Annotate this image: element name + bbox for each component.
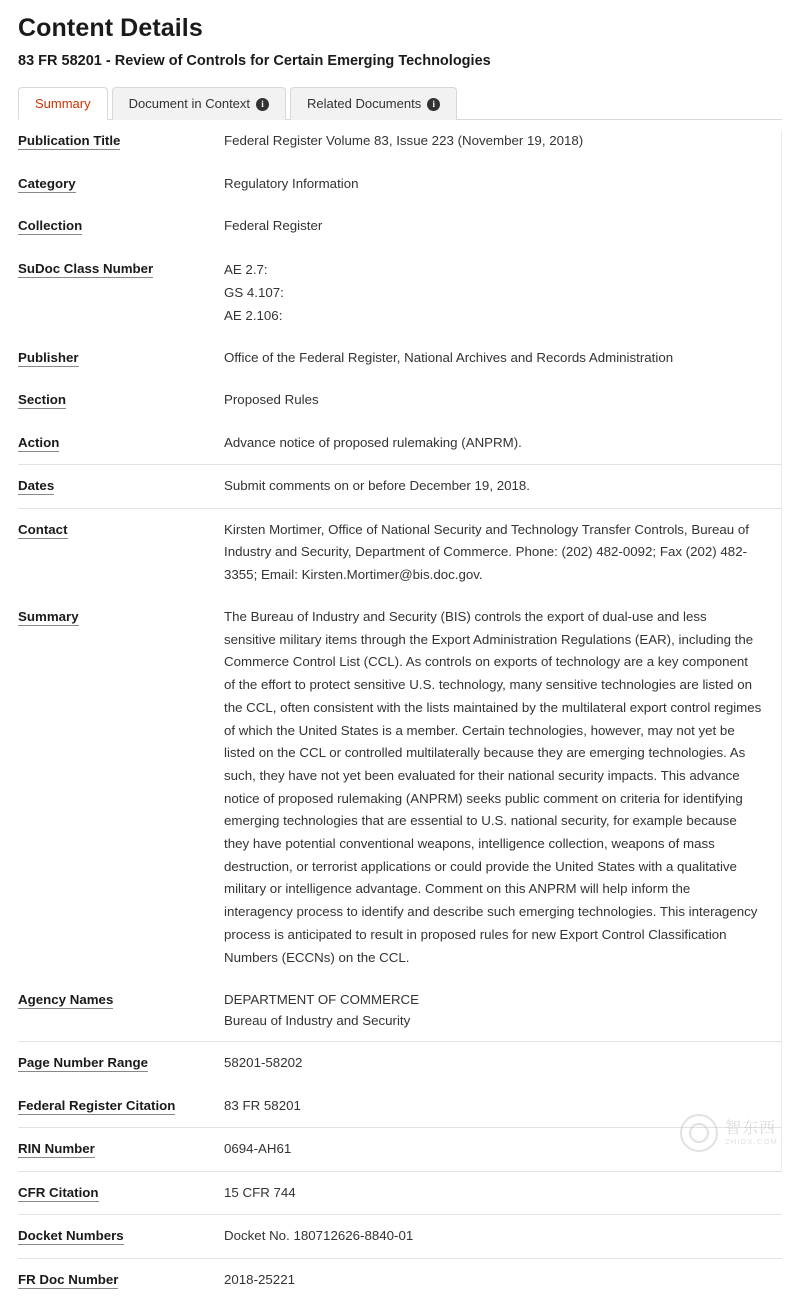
label-federal-register-citation: Federal Register Citation xyxy=(18,1097,176,1113)
page-edge-rule xyxy=(781,130,782,1170)
detail-label-cell xyxy=(18,248,224,337)
detail-label-cell xyxy=(18,1171,224,1215)
label-category: Category xyxy=(18,175,76,191)
detail-row-rin-number xyxy=(18,1128,782,1172)
detail-label-cell xyxy=(18,508,224,596)
value-action: Advance notice of proposed rulemaking (ANPRM). xyxy=(224,434,522,450)
label-publisher: Publisher xyxy=(18,349,79,365)
label-cfr-citation: CFR Citation xyxy=(18,1184,99,1200)
detail-row-sudoc-class-number xyxy=(18,248,782,337)
detail-label-cell xyxy=(18,337,224,380)
value-dates: Submit comments on or before December 19, 2018. xyxy=(224,465,782,509)
detail-label-cell xyxy=(18,596,224,979)
label-summary: Summary xyxy=(18,609,79,624)
value-rin-number: 0694-AH61 xyxy=(224,1128,782,1172)
detail-label-cell xyxy=(18,1042,224,1085)
details-table xyxy=(18,120,782,1301)
detail-label-cell xyxy=(18,379,224,422)
value-publisher: Office of the Federal Register, National Archives and Records Administration xyxy=(224,349,674,365)
detail-label-cell xyxy=(18,1258,224,1301)
tab-related-documents-label: Related Documents xyxy=(307,96,422,111)
tab-summary[interactable] xyxy=(18,87,108,120)
value-summary xyxy=(224,596,782,979)
detail-row-contact xyxy=(18,508,782,596)
detail-label-cell xyxy=(18,422,224,465)
detail-label-cell xyxy=(18,163,224,206)
label-docket-numbers: Docket Numbers xyxy=(18,1228,124,1244)
info-icon: i xyxy=(256,98,269,111)
info-icon: i xyxy=(427,98,440,111)
sudoc-value-line: AE 2.7: xyxy=(224,261,268,277)
value-fr-doc-number: 2018-25221 xyxy=(224,1258,782,1301)
label-collection: Collection xyxy=(18,218,83,233)
detail-row-publisher xyxy=(18,337,782,380)
label-page-number-range: Page Number Range xyxy=(18,1055,149,1071)
sudoc-value-line: GS 4.107: xyxy=(224,284,284,300)
label-agency-names: Agency Names xyxy=(18,992,114,1008)
summary-paragraph: The Bureau of Industry and Security (BIS) controls the export of dual-use and less sensitive military items through the Export Administration Regulations (EAR), including the Commerce Control List (CCL). As controls on exports of technology are a key component of the effort to protect sensitive U.S. technology, many sensitive technologies are listed on the CCL, often consistent with the lists maintained by the multilateral export control regimes of which the United States is a member. Certain technologies, however, may not yet be listed on the CCL or controlled multilaterally because they are emerging technologies. As such, they have not yet been evaluated for their national security impacts. This advance notice of proposed rulemaking (ANPRM) seeks public comment on criteria for identifying emerging technologies that are essential to U.S. national security, for example because they have potential conventional weapons, intelligence collection, weapons of mass destruction, or terrorist applications or could provide the United States with a qualitative military or intelligence advantage. Comment on this ANPRM will help inform the interagency process to identify and describe such emerging technologies. This interagency process is anticipated to result in proposed rules for new Export Control Classification Numbers (ECCNs) on the CCL. xyxy=(224,609,762,965)
detail-row-docket-numbers xyxy=(18,1215,782,1259)
detail-row-dates xyxy=(18,465,782,509)
value-category: Regulatory Information xyxy=(224,175,359,191)
detail-label-cell xyxy=(18,1085,224,1128)
detail-row-collection xyxy=(18,205,782,248)
value-docket-numbers: Docket No. 180712626-8840-01 xyxy=(224,1215,782,1259)
label-sudoc-class-number: SuDoc Class Number xyxy=(18,260,154,276)
agency-name-line: Bureau of Industry and Security xyxy=(224,1013,411,1029)
detail-label-cell xyxy=(18,205,224,248)
detail-label-cell xyxy=(18,465,224,509)
detail-label-cell xyxy=(18,979,224,1042)
tab-document-in-context-label: Document in Context xyxy=(128,96,251,111)
label-rin-number: RIN Number xyxy=(18,1141,95,1157)
label-contact: Contact xyxy=(18,521,68,537)
tab-summary-label: Summary xyxy=(35,95,91,111)
label-publication-title: Publication Title xyxy=(18,133,121,148)
watermark-main-text: 智东西 xyxy=(725,1119,777,1137)
label-action: Action xyxy=(18,434,60,450)
detail-label-cell xyxy=(18,1215,224,1259)
watermark-sub-text: ZHIDX.COM xyxy=(725,1136,778,1146)
value-sudoc-class-number xyxy=(224,248,782,337)
value-publication-title: Federal Register Volume 83, Issue 223 (November 19, 2018) xyxy=(224,133,584,148)
value-agency-names xyxy=(224,979,782,1042)
value-section: Proposed Rules xyxy=(224,392,319,407)
detail-row-agency-names xyxy=(18,979,782,1042)
agency-name-line: DEPARTMENT OF COMMERCE xyxy=(224,992,420,1008)
detail-row-action xyxy=(18,422,782,465)
detail-row-federal-register-citation xyxy=(18,1085,782,1128)
detail-row-category xyxy=(18,163,782,206)
detail-row-cfr-citation xyxy=(18,1171,782,1215)
label-dates: Dates xyxy=(18,478,55,493)
value-federal-register-citation: 83 FR 58201 xyxy=(224,1097,301,1113)
tab-related-documents[interactable] xyxy=(290,87,457,120)
detail-row-section xyxy=(18,379,782,422)
value-cfr-citation: 15 CFR 744 xyxy=(224,1171,782,1215)
value-page-number-range: 58201-58202 xyxy=(224,1042,782,1085)
detail-label-cell xyxy=(18,120,224,163)
label-fr-doc-number: FR Doc Number xyxy=(18,1271,119,1287)
detail-row-summary xyxy=(18,596,782,979)
label-section: Section xyxy=(18,392,67,407)
value-collection: Federal Register xyxy=(224,218,323,233)
value-contact: Kirsten Mortimer, Office of National Security and Technology Transfer Controls, Bureau of Industry and Security, Department of Commerce. Phone: (202) 482-0092; Fax (202) 482- 3355; Email: Kirsten.Mortimer@bis.doc.gov. xyxy=(224,508,782,596)
sudoc-value-line: AE 2.106: xyxy=(224,307,283,323)
detail-row-fr-doc-number xyxy=(18,1258,782,1301)
detail-row-page-number-range xyxy=(18,1042,782,1085)
page-subtitle: 83 FR 58201 - Review of Controls for Certain Emerging Technologies xyxy=(18,53,491,69)
tab-bar xyxy=(18,85,782,120)
detail-label-cell xyxy=(18,1128,224,1172)
tab-document-in-context[interactable] xyxy=(112,87,286,120)
detail-row-publication-title xyxy=(18,120,782,163)
page-title: Content Details xyxy=(18,14,203,42)
